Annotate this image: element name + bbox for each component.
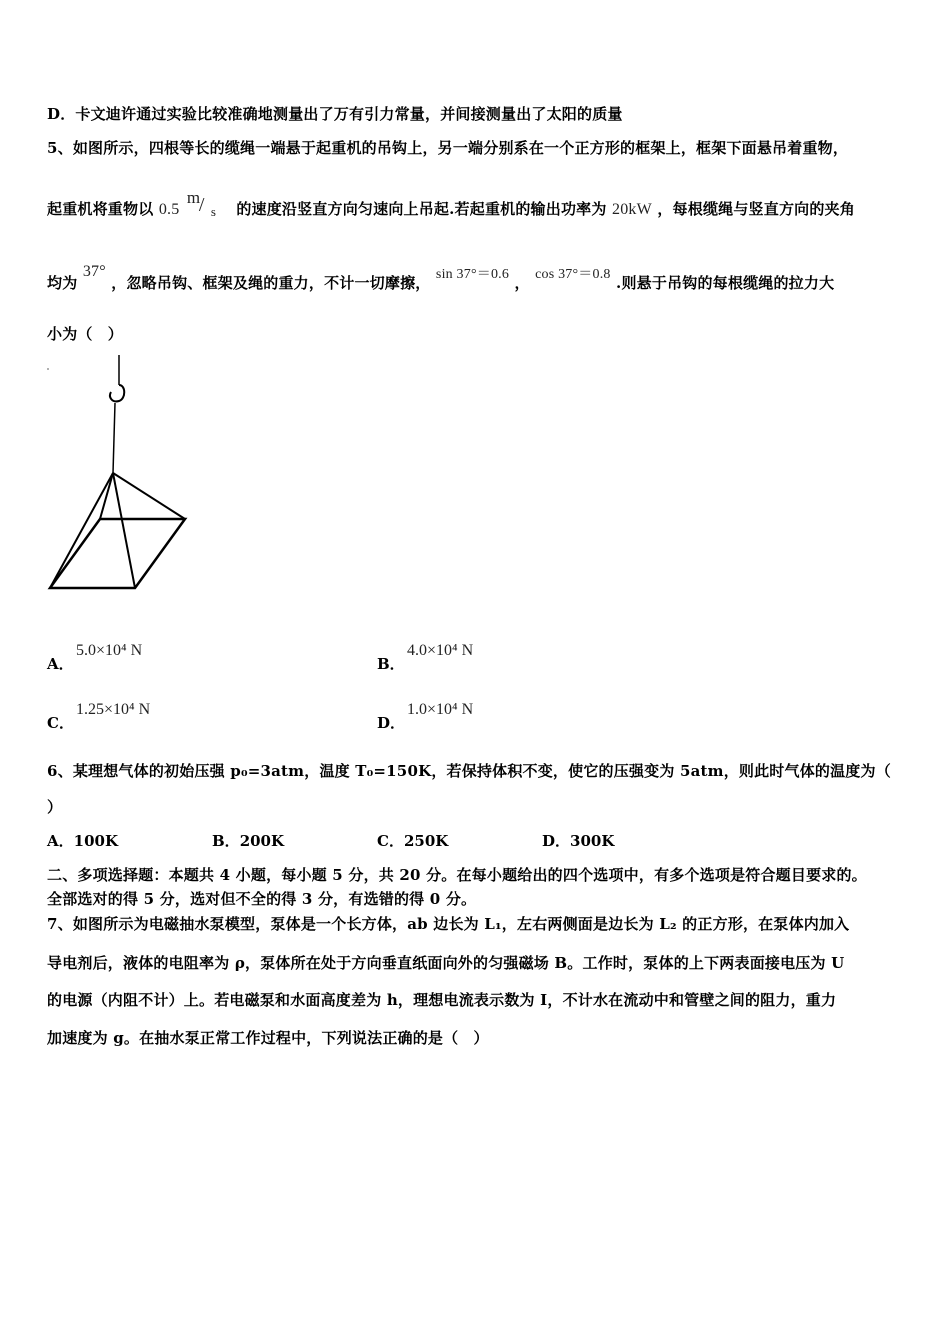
q6-stem-line2: ） bbox=[47, 798, 63, 816]
section2-heading-line1: 二、多项选择题：本题共 4 小题，每小题 5 分，共 20 分。在每小题给出的四个选项中，有多个选项是符合题目要求的。 bbox=[47, 866, 867, 884]
q6-option-a-label: A． bbox=[47, 832, 74, 850]
fraction-slash: / bbox=[198, 194, 205, 216]
q7-stem-line3: 的电源（内阻不计）上。若电磁泵和水面高度差为 h，理想电流表示数为 I，不计水在流动中和管壁之间的阻力，重力 bbox=[47, 991, 837, 1009]
q6-option-b-value: 200K bbox=[239, 832, 285, 850]
q5-option-a-label: A． bbox=[47, 655, 74, 673]
q5-line3-a: 均为 bbox=[47, 274, 78, 292]
q5-stem-line4: 小为（ ） bbox=[47, 325, 124, 343]
speed-unit-top: m bbox=[186, 188, 201, 207]
q6-option-d-value: 300K bbox=[570, 832, 615, 850]
q5-line2-c: ，每根缆绳与竖直方向的夹角 bbox=[657, 200, 855, 218]
q5-stem-line3 bbox=[47, 263, 835, 293]
q5-option-d-label: D． bbox=[377, 714, 406, 732]
q6-option-b bbox=[212, 830, 284, 851]
q5-option-d-value: 1.0×10⁴ N bbox=[407, 701, 474, 718]
q5-option-a-value: 5.0×10⁴ N bbox=[76, 642, 143, 659]
q6-option-c bbox=[377, 830, 448, 851]
q5-stem-line1: 5、如图所示，四根等长的缆绳一端悬于起重机的吊钩上，另一端分别系在一个正方形的框架上，框架下面悬吊着重物， bbox=[47, 139, 849, 157]
q6-option-c-value: 250K bbox=[403, 832, 449, 850]
q7-stem-line4: 加速度为 g。在抽水泵正常工作过程中，下列说法正确的是（ ） bbox=[47, 1029, 489, 1047]
speed-value: 0.5 bbox=[158, 201, 180, 218]
q7-stem-line2: 导电剂后，液体的电阻率为 ρ，泵体所在处于方向垂直纸面向外的匀强磁场 B。工作时，泵体的上下两表面接电压为 U bbox=[47, 954, 845, 972]
q6-option-a bbox=[47, 830, 118, 851]
q5-option-c-value: 1.25×10⁴ N bbox=[76, 701, 151, 718]
q5-stem-line2 bbox=[47, 188, 855, 222]
q7-stem-line1: 7、如图所示为电磁抽水泵模型，泵体是一个长方体，ab 边长为 L₁，左右两侧面是边长为 L₂ 的正方形，在泵体内加入 bbox=[47, 915, 850, 933]
q5-line2-a: 起重机将重物以 bbox=[47, 200, 154, 218]
q6-option-d-label: D． bbox=[542, 832, 571, 850]
section2-heading-line2: 全部选对的得 5 分，选对但不全的得 3 分，有选错的得 0 分。 bbox=[47, 890, 477, 908]
q5-line2-b: 的速度沿竖直方向匀速向上吊起.若起重机的输出功率为 bbox=[236, 200, 607, 218]
crane-hook-frame-diagram bbox=[40, 355, 200, 600]
power-value: 20kW bbox=[612, 201, 652, 218]
q5-line3-b: ，忽略吊钩、框架及绳的重力，不计一切摩擦， bbox=[111, 274, 431, 292]
q6-option-a-value: 100K bbox=[73, 832, 118, 850]
q6-option-c-label: C． bbox=[377, 832, 404, 850]
comma: ， bbox=[514, 274, 530, 292]
angle-value: 37° bbox=[82, 263, 106, 280]
q5-option-c-label: C． bbox=[47, 714, 74, 732]
speed-unit-fraction bbox=[185, 188, 231, 222]
q5-option-b-label: B． bbox=[377, 655, 405, 673]
q6-option-b-label: B． bbox=[212, 832, 240, 850]
q4-option-d: D．卡文迪许通过实验比较准确地测量出了万有引力常量，并间接测量出了太阳的质量 bbox=[47, 105, 623, 123]
cos-value: cos 37°＝0.8 bbox=[535, 267, 611, 282]
q5-line3-c: .则悬于吊钩的每根缆绳的拉力大 bbox=[616, 274, 835, 292]
sin-value: sin 37°＝0.6 bbox=[435, 267, 510, 282]
speed-unit-bottom: s bbox=[210, 204, 217, 219]
q6-option-d bbox=[542, 830, 614, 851]
q6-stem-line1: 6、某理想气体的初始压强 p₀=3atm，温度 T₀=150K，若保持体积不变，使它的压强变为 5atm，则此时气体的温度为（ bbox=[47, 762, 891, 780]
q5-option-b-value: 4.0×10⁴ N bbox=[407, 642, 474, 659]
